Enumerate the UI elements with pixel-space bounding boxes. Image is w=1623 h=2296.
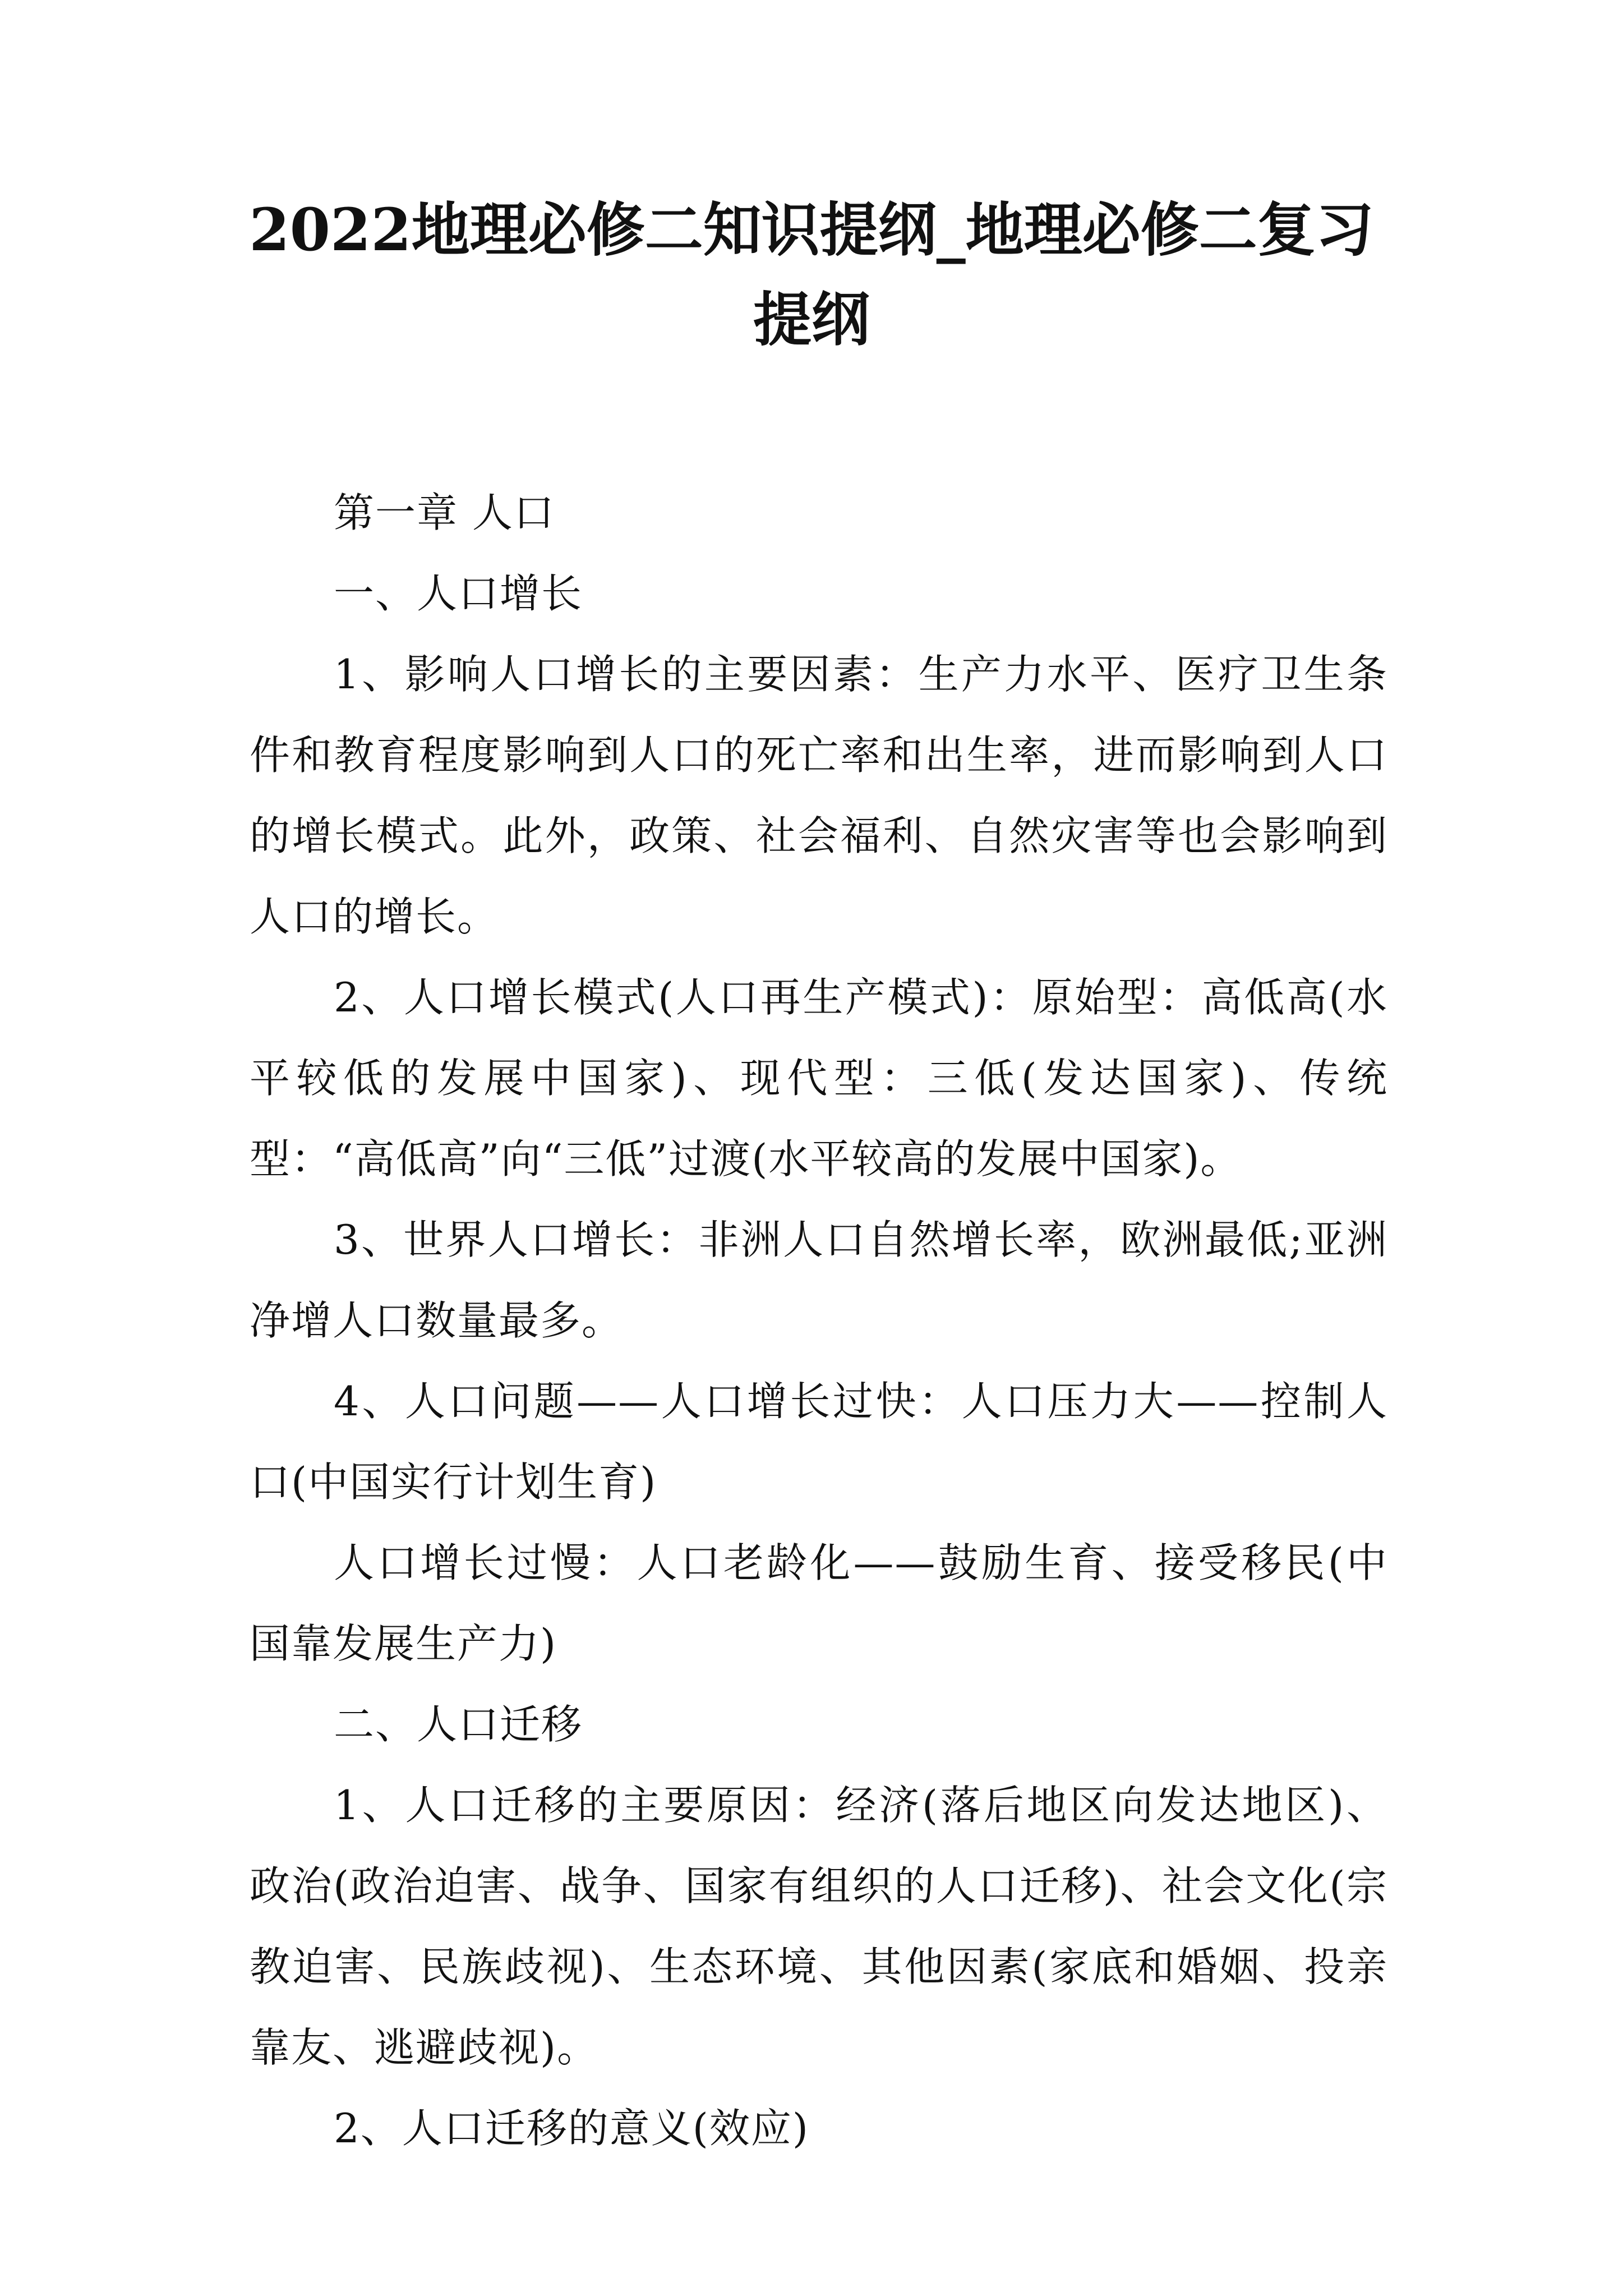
paragraph: 4、人口问题——人口增长过快：人口压力大——控制人口(中国实行计划生育) [250, 1378, 1388, 1506]
paragraph: 1、影响人口增长的主要因素：生产力水平、医疗卫生条件和教育程度影响到人口的死亡率和出生率，进而影响到人口的增长模式。此外，政策、社会福利、自然灾害等也会影响到人口的增长。 [250, 651, 1388, 940]
paragraph: 人口增长过慢：人口老龄化——鼓励生育、接受移民(中国靠发展生产力) [250, 1539, 1388, 1667]
paragraph: 1、人口迁移的主要原因：经济(落后地区向发达地区)、政治(政治迫害、战争、国家有组织的人口迁移)、社会文化(宗教迫害、民族歧视)、生态环境、其他因素(家底和婚姻、投亲靠友、逃避歧视)。 [250, 1782, 1388, 2071]
section-heading: 二、人口迁移 [334, 1701, 583, 1748]
document-title: 2022地理必修二知识提纲_地理必修二复习提纲 [249, 195, 1374, 354]
chapter-heading: 第一章 人口 [334, 489, 555, 536]
document-body [250, 472, 1388, 2169]
paragraph: 2、人口迁移的意义(效应) [334, 2105, 809, 2152]
paragraph: 2、人口增长模式(人口再生产模式)：原始型：高低高(水平较低的发展中国家)、现代型：三低(发达国家)、传统型：“高低高”向“三低”过渡(水平较高的发展中国家)。 [250, 974, 1388, 1182]
paragraph: 3、世界人口增长：非洲人口自然增长率，欧洲最低;亚洲净增人口数量最多。 [250, 1216, 1388, 1344]
section-heading: 一、人口增长 [334, 570, 583, 617]
